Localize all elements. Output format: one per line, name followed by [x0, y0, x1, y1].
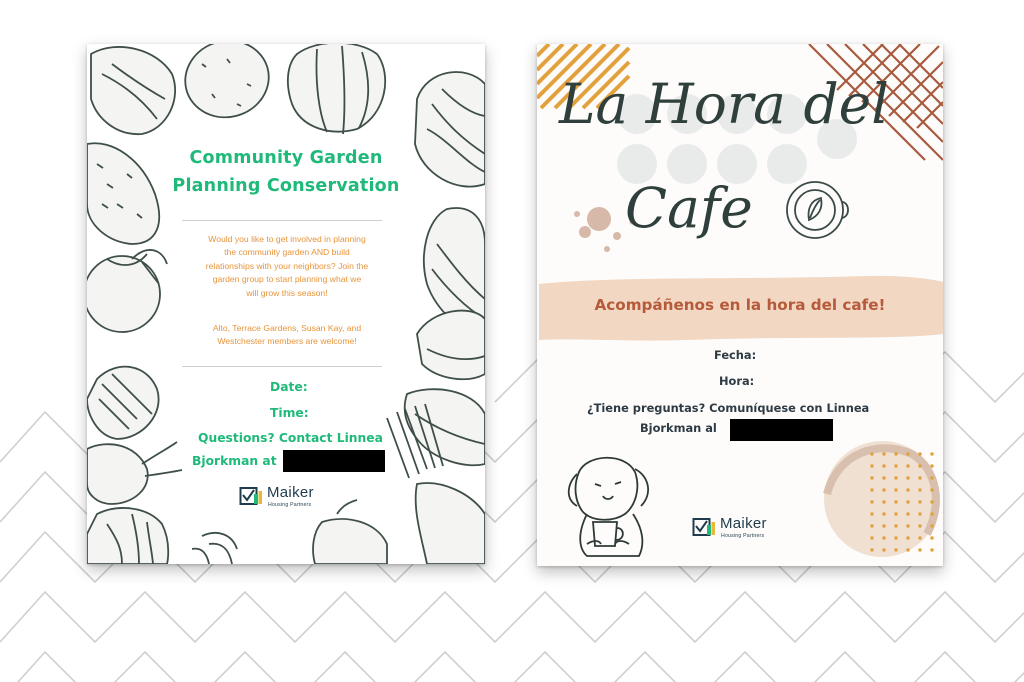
- contact-line2: Bjorkman al: [640, 421, 717, 435]
- garden-title-line1: Community Garden: [189, 148, 383, 168]
- divider: [182, 366, 382, 367]
- cafe-subtitle: Acompáñenos en la hora del cafe!: [594, 296, 886, 314]
- garden-body: [177, 233, 397, 300]
- body-line: relationships with your neighbors? Join the: [205, 260, 369, 271]
- contact-line2: Bjorkman at: [192, 454, 277, 468]
- body-line: Would you like to get involved in planning: [208, 234, 366, 244]
- logo-name: Maiker: [267, 484, 314, 501]
- corn-icon: [87, 367, 159, 439]
- redacted-phone: [730, 419, 833, 441]
- eggplant-icon: [416, 483, 485, 564]
- members-line: Alto, Terrace Gardens, Susan Kay, and: [212, 323, 362, 333]
- body-line: garden group to start planning what we: [212, 274, 362, 285]
- garden-members-note: [177, 322, 397, 349]
- cafe-title-line1: La Hora del: [559, 72, 889, 136]
- logo-tagline: Housing Partners: [268, 502, 312, 508]
- contact-line1: ¿Tiene preguntas? Comuníquese con Linnea: [587, 401, 870, 415]
- pumpkin-icon: [288, 44, 385, 132]
- members-line: Westchester members are welcome!: [217, 336, 357, 347]
- logo-name: Maiker: [720, 515, 767, 532]
- cafe-title-line2: Cafe: [625, 176, 753, 240]
- maiker-logo-icon: [692, 516, 716, 538]
- body-line: the community garden AND build: [224, 247, 350, 258]
- coffee-cup-icon: [787, 182, 848, 238]
- la-hora-del-cafe-flyer: [537, 44, 943, 566]
- potato-icon: [177, 44, 278, 127]
- redacted-phone: [283, 450, 385, 472]
- mushroom-icon: [417, 311, 485, 380]
- body-line: will grow this season!: [246, 287, 328, 298]
- dog-with-coffee-icon: [569, 458, 648, 556]
- maiker-logo-icon: [239, 485, 263, 507]
- onion-bulb-icon: [87, 444, 148, 504]
- tomato-icon: [87, 256, 160, 332]
- pepper-icon: [313, 519, 387, 564]
- cabbage-leaf-icon: [91, 47, 175, 134]
- logo-tagline: Housing Partners: [721, 533, 765, 539]
- contact-line1: Questions? Contact Linnea: [198, 431, 383, 445]
- community-garden-flyer: [87, 44, 485, 564]
- date-label: Date:: [270, 380, 308, 394]
- root-vegetable-icon: [405, 389, 485, 465]
- garden-title-line2: Planning Conservation: [172, 176, 400, 196]
- divider: [182, 220, 382, 221]
- artichoke-icon: [87, 508, 168, 564]
- herb-icon: [192, 533, 237, 564]
- time-label: Time:: [270, 406, 309, 420]
- hora-label: Hora:: [719, 374, 755, 388]
- fecha-label: Fecha:: [714, 348, 757, 362]
- coffee-stain-decoration: [824, 441, 940, 557]
